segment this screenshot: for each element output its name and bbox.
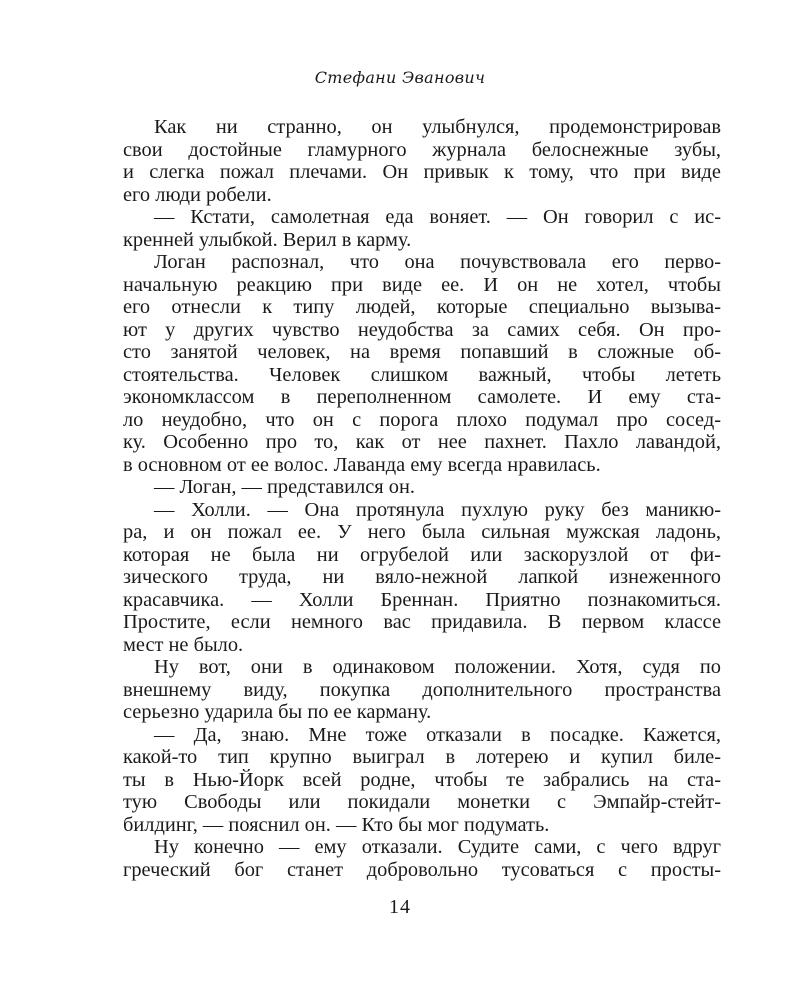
- text-line: ра, и он пожал ее. У него была сильная мужская ладонь,: [123, 521, 721, 543]
- text-line: в основном от ее волос. Лаванда ему всегда нравилась.: [123, 453, 601, 476]
- text-line: Ну конечно — ему отказали. Судите сами, с чего вдруг: [154, 836, 721, 858]
- text-line: ло неудобно, что он с порога плохо подумал про сосед-: [123, 408, 721, 431]
- text-line: его отнесли к типу людей, которые специально вызыва-: [123, 296, 721, 318]
- text-line: билдинг, — пояснил он. — Кто бы мог подумать.: [123, 813, 550, 836]
- text-line: какой-то тип крупно выиграл в лотерею и купил биле-: [123, 746, 721, 768]
- text-line: зического труда, ни вяло-нежной лапкой изнеженного: [123, 566, 721, 588]
- text-line: его люди робели.: [123, 183, 272, 206]
- text-line: — Холли. — Она протянула пухлую руку без маникю-: [154, 498, 721, 521]
- text-line: Простите, если немного вас придавила. В первом классе: [123, 611, 721, 633]
- text-line: Как ни странно, он улыбнулся, продемонстрировав: [154, 116, 721, 138]
- text-line: Ну вот, они в одинаковом положении. Хотя, судя по: [154, 656, 721, 678]
- text-line: и слегка пожал плечами. Он привык к тому, что при виде: [123, 161, 721, 183]
- text-line: кренней улыбкой. Верил в карму.: [123, 228, 412, 251]
- text-line: начальную реакцию при виде ее. И он не хотел, чтобы: [123, 273, 721, 296]
- text-line: ют у других чувство неудобства за самих себя. Он про-: [123, 318, 721, 341]
- text-line: сто занятой человек, на время попавший в сложные об-: [123, 341, 721, 363]
- text-line: внешнему виду, покупка дополнительного пространства: [123, 678, 721, 701]
- text-line: ку. Особенно про то, как от нее пахнет. Пахло лавандой,: [123, 431, 721, 453]
- text-line: мест не было.: [123, 633, 244, 656]
- text-line: греческий бог станет добровольно тусоваться с просты-: [123, 858, 721, 881]
- text-line: ты в Нью-Йорк всей родне, чтобы те забрались на ста-: [123, 768, 721, 791]
- text-line: серьезно ударила бы по ее карману.: [123, 701, 432, 723]
- text-line: тую Свободы или покидали монетки с Эмпайр-стейт-: [123, 791, 721, 813]
- text-line: — Кстати, самолетная еда воняет. — Он говорил с ис-: [154, 206, 721, 228]
- page-number: 14: [389, 896, 411, 918]
- text-line: — Логан, — представился он.: [154, 476, 415, 498]
- running-header: Стефани Эванович: [314, 68, 486, 87]
- text-line: — Да, знаю. Мне тоже отказали в посадке. Кажется,: [154, 723, 721, 746]
- text-line: Логан распознал, что она почувствовала его перво-: [154, 251, 721, 273]
- text-line: которая не была ни огрубелой или заскорузлой от фи-: [123, 543, 721, 566]
- text-line: красавчика. — Холли Бреннан. Приятно познакомиться.: [123, 588, 721, 611]
- text-line: свои достойные гламурного журнала белоснежные зубы,: [123, 138, 721, 161]
- body-text: [123, 116, 721, 881]
- text-line: стоятельства. Человек слишком важный, чтобы лететь: [123, 363, 721, 386]
- text-line: экономклассом в переполненном самолете. И ему ста-: [123, 386, 721, 408]
